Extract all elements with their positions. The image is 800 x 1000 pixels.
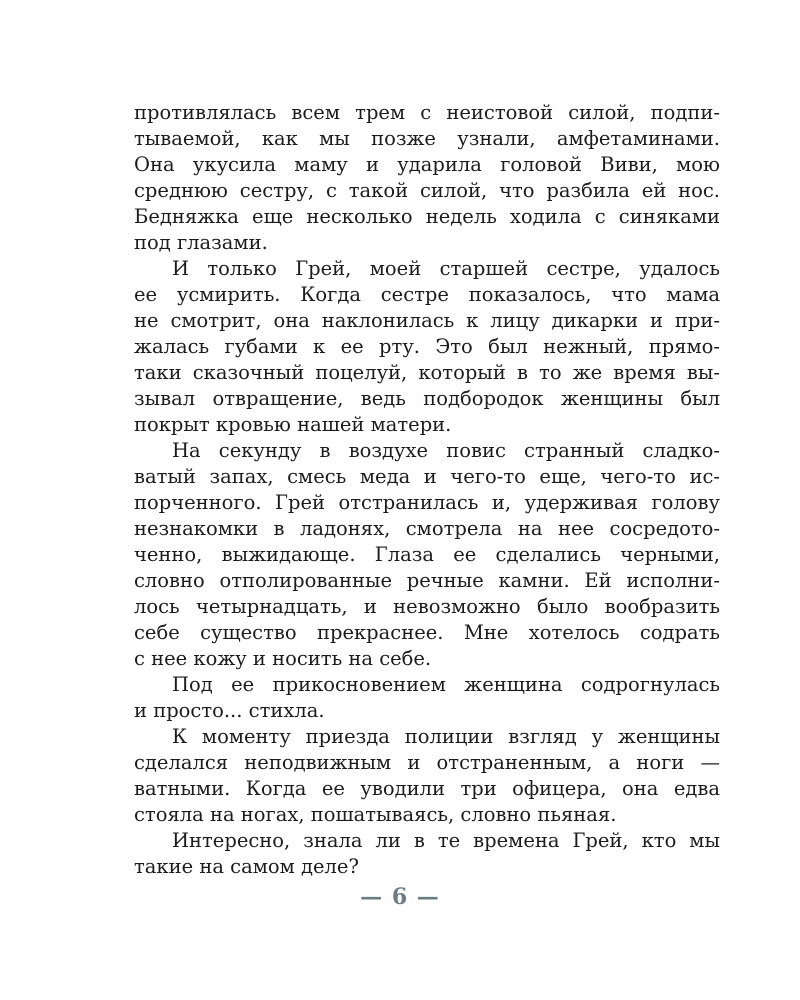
text-line: ватными. Когда ее уводили три офицера, она едва <box>134 777 720 800</box>
text-line: таки сказочный поцелуй, который в то же время вы- <box>134 361 720 384</box>
text-line: и просто... стихла. <box>134 699 325 722</box>
text-line: себе существо прекраснее. Мне хотелось содрать <box>134 621 720 644</box>
text-line: стояла на ногах, пошатываясь, словно пьяная. <box>134 803 617 826</box>
text-line: ее усмирить. Когда сестре показалось, что мама <box>134 283 720 306</box>
paragraph <box>134 724 720 828</box>
text-line: словно отполированные речные камни. Ей исполни- <box>134 569 720 592</box>
paragraph <box>134 672 720 724</box>
body-text <box>134 100 720 880</box>
text-line: ватый запах, смесь меда и чего-то еще, чего-то ис- <box>134 465 720 488</box>
paragraph <box>134 100 720 256</box>
text-line: Под ее прикосновением женщина содрогнулась <box>172 673 720 696</box>
text-line: покрыт кровью нашей матери. <box>134 413 452 436</box>
text-line: К моменту приезда полиции взгляд у женщины <box>172 725 720 748</box>
text-line: ченно, выжидающе. Глаза ее сделались черными, <box>134 543 720 566</box>
text-line: незнакомки в ладонях, смотрела на нее сосредото- <box>134 517 720 540</box>
paragraph <box>134 438 720 672</box>
text-line: порченного. Грей отстранилась и, удерживая голову <box>134 491 720 514</box>
text-line: сделался неподвижным и отстраненным, а ноги — <box>134 751 720 774</box>
text-line: с нее кожу и носить на себе. <box>134 647 432 670</box>
text-line: зывал отвращение, ведь подбородок женщины был <box>134 387 720 410</box>
text-line: такие на самом деле? <box>134 855 359 878</box>
text-line: Интересно, знала ли в те времена Грей, кто мы <box>172 829 720 852</box>
text-line: И только Грей, моей старшей сестре, удалось <box>172 257 720 280</box>
text-line: противлялась всем трем с неистовой силой, подпи- <box>134 101 720 124</box>
text-line: под глазами. <box>134 231 268 254</box>
text-line: жалась губами к ее рту. Это был нежный, прямо- <box>134 335 720 358</box>
text-line: лось четырнадцать, и невозможно было вообразить <box>134 595 720 618</box>
text-line: среднюю сестру, с такой силой, что разбила ей нос. <box>134 179 720 202</box>
text-line: Она укусила маму и ударила головой Виви, мою <box>134 153 720 176</box>
text-line: тываемой, как мы позже узнали, амфетаминами. <box>134 127 720 150</box>
paragraph <box>134 828 720 880</box>
text-line: не смотрит, она наклонилась к лицу дикарки и при- <box>134 309 720 332</box>
text-line: Бедняжка еще несколько недель ходила с синяками <box>134 205 720 228</box>
text-line: На секунду в воздухе повис странный сладко- <box>172 439 720 462</box>
paragraph <box>134 256 720 438</box>
page-number: — 6 — <box>360 884 440 910</box>
